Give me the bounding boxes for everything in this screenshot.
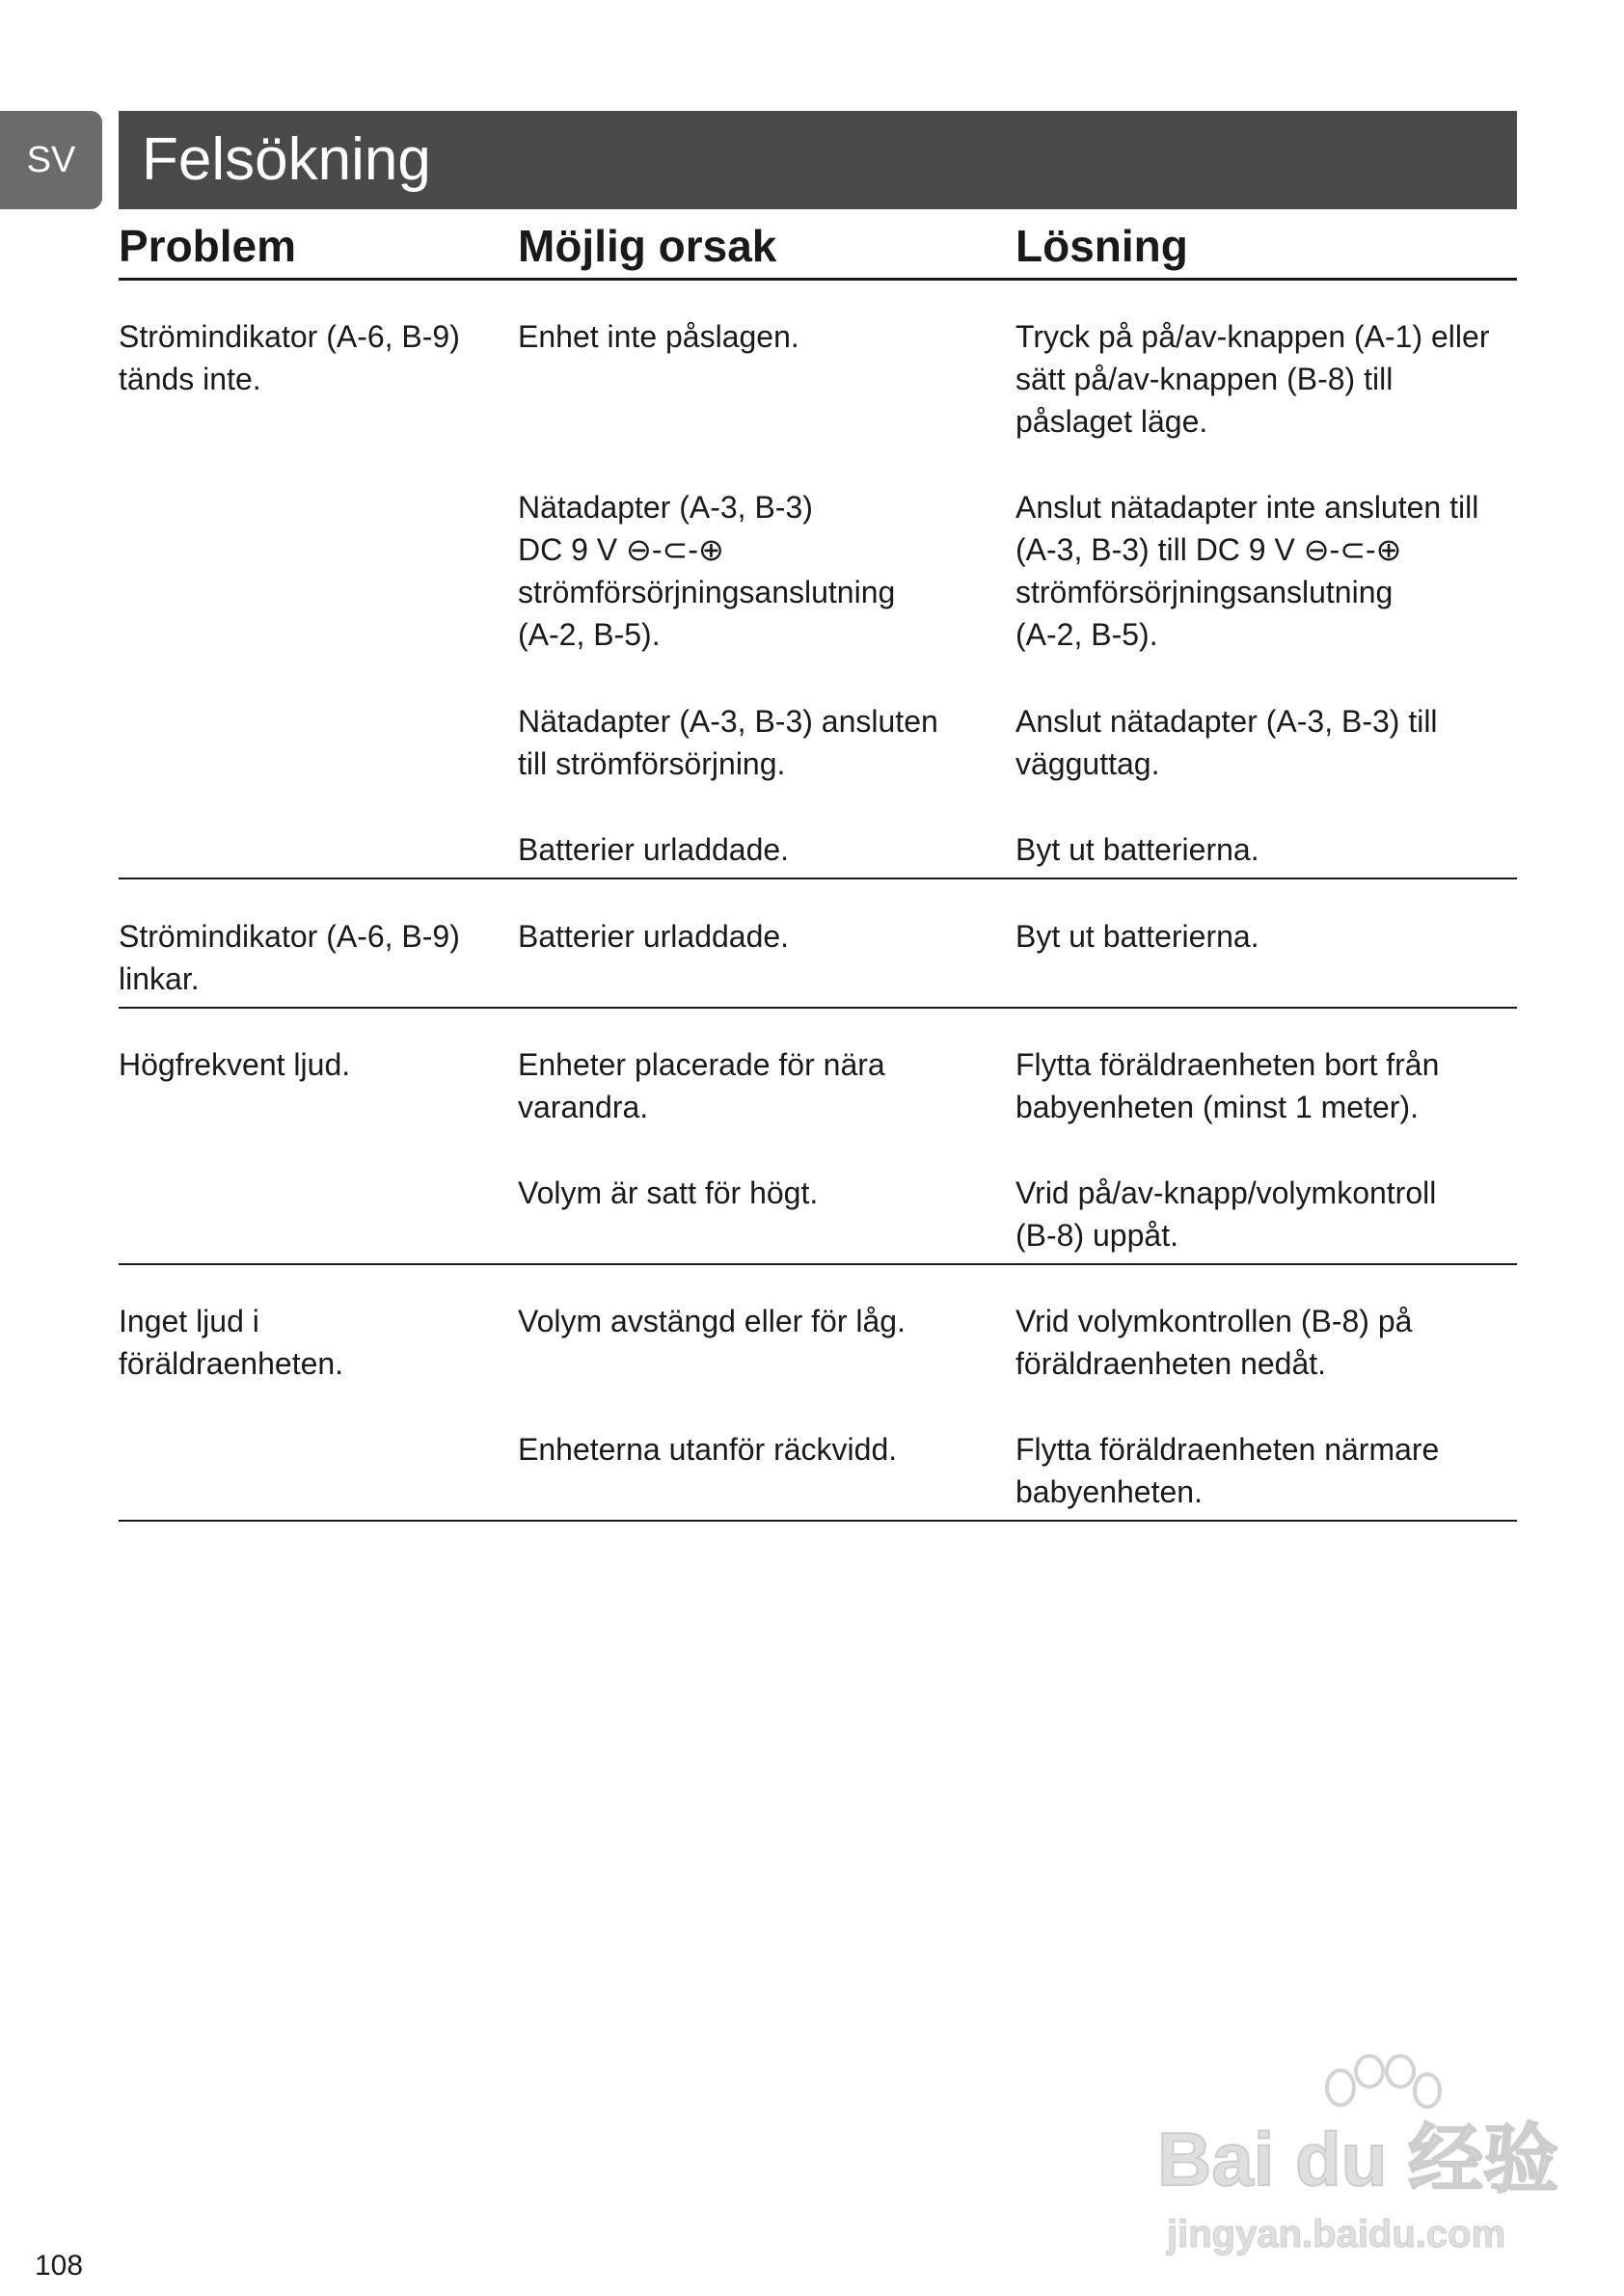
cause-cell: Enheter placerade för nära varandra. [518,1047,885,1124]
cause-cell: Volym avstängd eller för låg. [518,1304,906,1338]
table-section [119,1009,1517,1265]
watermark-brand: Bai du 经验 [1157,2117,1559,2201]
solution-cell: Anslut nätadapter (A-3, B-3) till vägguttag. [1015,704,1438,781]
table-section [119,1265,1517,1522]
cause-cell: Volym är satt för högt. [518,1175,819,1210]
cause-cell: Nätadapter (A-3, B-3) DC 9 V ⊖-⊂-⊕ strömförsörjningsanslutning (A-2, B-5). [518,490,896,652]
solution-cell: Tryck på på/av-knappen (A-1) eller sätt på/av-knappen (B-8) till påslaget läge. [1015,319,1490,439]
solution-cell: Vrid volymkontrollen (B-8) på föräldraenheten nedåt. [1015,1304,1413,1381]
header-solution: Lösning [1015,221,1188,271]
solution-cell: Byt ut batterierna. [1015,832,1259,867]
problem-cell: Strömindikator (A-6, B-9) tänds inte. [119,319,460,396]
table-section [119,879,1517,1009]
solution-cell: Flytta föräldraenheten bort från babyenheten (minst 1 meter). [1015,1047,1440,1124]
header-cause: Möjlig orsak [518,221,777,271]
problem-cell: Högfrekvent ljud. [119,1047,351,1082]
solution-cell: Byt ut batterierna. [1015,919,1259,954]
cause-cell: Nätadapter (A-3, B-3) ansluten till strömförsörjning. [518,704,938,781]
page-number: 108 [35,2250,84,2282]
page-title: Felsökning [142,126,431,193]
problem-cell: Strömindikator (A-6, B-9) linkar. [119,919,460,996]
cause-cell: Batterier urladdade. [518,919,790,954]
cause-cell: Enheterna utanför räckvidd. [518,1432,898,1467]
table-section [119,281,1517,879]
watermark [1157,2054,1559,2266]
title-bar [119,111,1517,209]
cause-cell: Batterier urladdade. [518,832,790,867]
solution-cell: Anslut nätadapter inte ansluten till (A-3, B-3) till DC 9 V ⊖-⊂-⊕ strömförsörjningsanslutning (A-2, B-5). [1015,490,1479,652]
problem-cell: Inget ljud i föräldraenheten. [119,1304,344,1381]
cause-cell: Enhet inte påslagen. [518,319,799,354]
solution-cell: Vrid på/av-knapp/volymkontroll (B-8) uppåt. [1015,1175,1437,1253]
header-problem: Problem [119,221,297,271]
watermark-url: jingyan.baidu.com [1167,2213,1506,2255]
language-tab: SV [0,111,102,209]
solution-cell: Flytta föräldraenheten närmare babyenheten. [1015,1432,1440,1509]
column-headers [119,218,1517,281]
